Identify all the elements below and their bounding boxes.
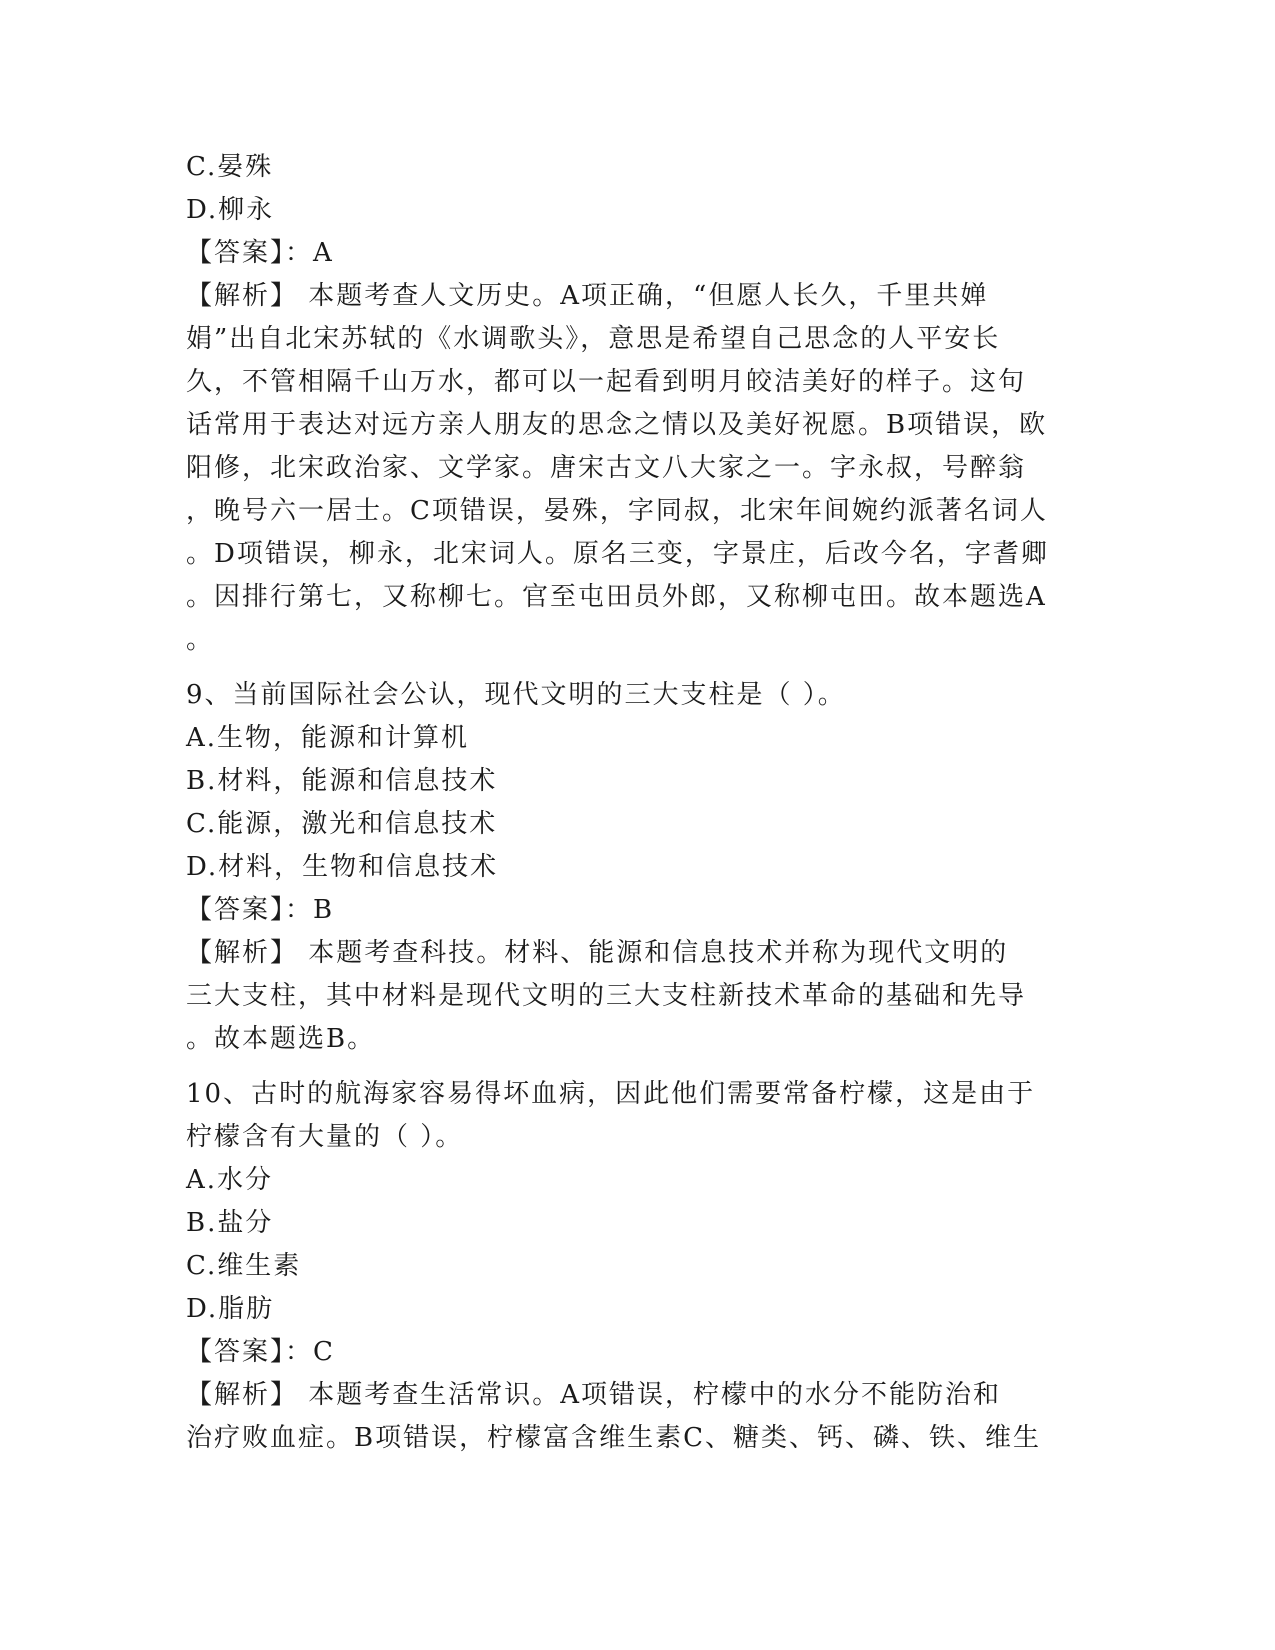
- answer-line: 【答案】：B: [186, 895, 335, 925]
- question-stem: 9、当前国际社会公认，现代文明的三大支柱是（ ）。: [186, 680, 846, 710]
- option-c: C.能源，激光和信息技术: [186, 809, 498, 839]
- option-c: C.晏殊: [186, 152, 274, 182]
- option-b: B.材料，能源和信息技术: [186, 766, 498, 796]
- question-stem: 柠檬含有大量的（ ）。: [186, 1122, 464, 1152]
- option-d: D.材料，生物和信息技术: [186, 852, 499, 882]
- document-page: [186, 146, 1086, 1460]
- option-d: D.柳永: [186, 195, 275, 225]
- explanation-line: 。因排行第七，又称柳七。官至屯田员外郎，又称柳屯田。故本题选A: [186, 582, 1047, 612]
- spacer: [186, 662, 1086, 674]
- option-a: A.水分: [186, 1165, 274, 1195]
- explanation-line: ，晚号六一居士。C项错误，晏殊，字同叔，北宋年间婉约派著名词人: [186, 496, 1048, 526]
- explanation-line: 治疗败血症。B项错误，柠檬富含维生素C、糖类、钙、磷、铁、维生: [186, 1423, 1042, 1453]
- spacer: [186, 1061, 1086, 1073]
- question-9-block: [186, 674, 1086, 1061]
- answer-line: 【答案】：A: [186, 238, 334, 268]
- option-b: B.盐分: [186, 1208, 274, 1238]
- explanation-line: 【解析】 本题考查人文历史。A项正确，“但愿人长久，千里共婵: [186, 281, 989, 311]
- explanation-line: 娟”出自北宋苏轼的《水调歌头》，意思是希望自己思念的人平安长: [186, 324, 1001, 354]
- question-10-block: [186, 1073, 1086, 1460]
- explanation-line: 。故本题选B。: [186, 1024, 376, 1054]
- answer-line: 【答案】：C: [186, 1337, 335, 1367]
- explanation-line: 阳修，北宋政治家、文学家。唐宋古文八大家之一。字永叔，号醉翁: [186, 453, 1027, 483]
- option-a: A.生物，能源和计算机: [186, 723, 470, 753]
- option-c: C.维生素: [186, 1251, 302, 1281]
- option-d: D.脂肪: [186, 1294, 275, 1324]
- explanation-line: 。: [186, 625, 215, 655]
- question-stem: 10、古时的航海家容易得坏血病，因此他们需要常备柠檬，这是由于: [186, 1079, 1036, 1109]
- explanation-line: 【解析】 本题考查科技。材料、能源和信息技术并称为现代文明的: [186, 938, 1009, 968]
- explanation-line: 。D项错误，柳永，北宋词人。原名三变，字景庄，后改今名，字耆卿: [186, 539, 1049, 569]
- explanation-line: 【解析】 本题考查生活常识。A项错误，柠檬中的水分不能防治和: [186, 1380, 1002, 1410]
- explanation-line: 话常用于表达对远方亲人朋友的思念之情以及美好祝愿。B项错误，欧: [186, 410, 1048, 440]
- explanation-line: 久，不管相隔千山万水，都可以一起看到明月皎洁美好的样子。这句: [186, 367, 1027, 397]
- prev-question-block: [186, 146, 1086, 662]
- explanation-line: 三大支柱，其中材料是现代文明的三大支柱新技术革命的基础和先导: [186, 981, 1027, 1011]
